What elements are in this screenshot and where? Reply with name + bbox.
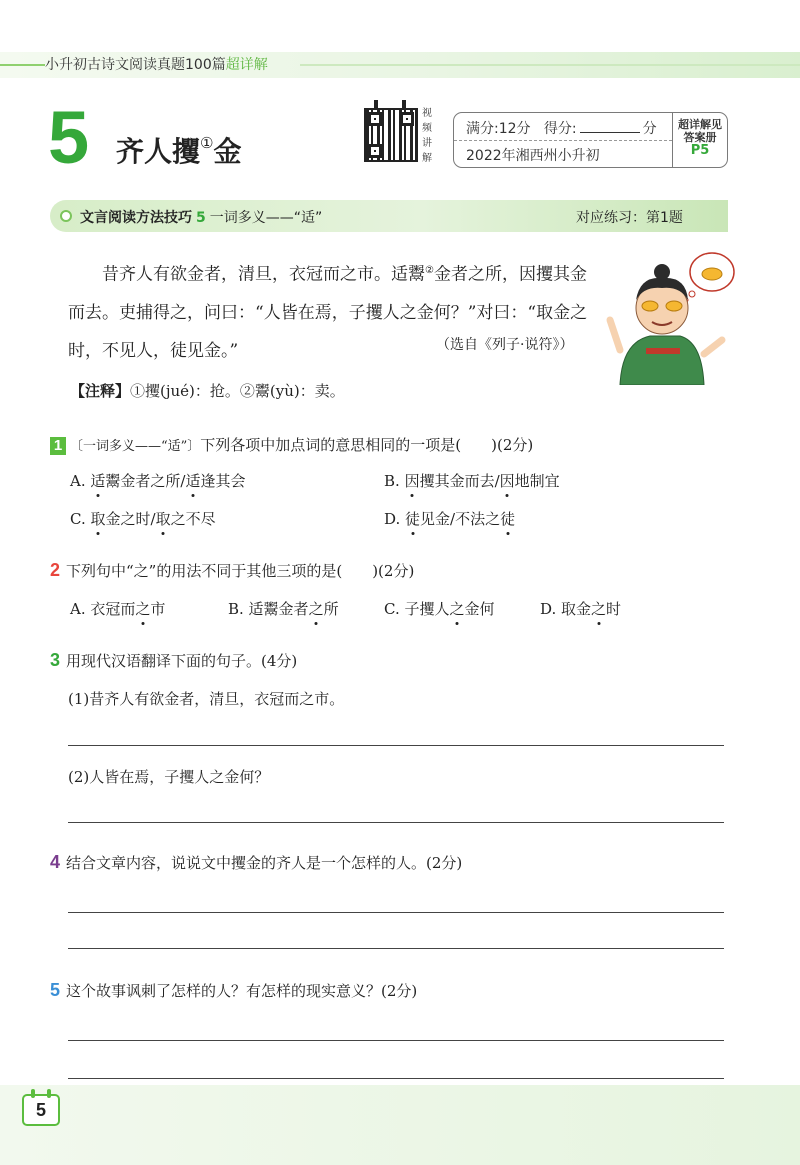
lesson-title: 齐人攫①金 [116, 134, 242, 168]
answer-reference: 超详解见 答案册 P5 [678, 118, 722, 158]
question-5-number: 5 [50, 980, 61, 1000]
question-2-number: 2 [50, 560, 61, 580]
header-rail-right [300, 64, 800, 66]
banner-title: 文言阅读方法技巧 5 一词多义——“适” [80, 210, 323, 226]
book-title: 小升初古诗文阅读真题100篇超详解 [45, 57, 268, 73]
classical-passage: 昔齐人有欲金者，清旦，衣冠而之市。适鬻②金者之所，因攫其金 而去。吏捕得之，问曰：“人皆在焉，子攫人之金何？”对曰：“取金之 时，不见人，徒见金。” [68, 264, 588, 361]
footer-band [0, 1085, 800, 1165]
banner-dot-icon [60, 210, 72, 222]
question-2-option-b[interactable]: B. 适鬻金者之所 [228, 600, 339, 618]
banner-practice-ref: 对应练习：第1题 [576, 210, 683, 226]
exam-source: 2022年湘西州小升初 [466, 148, 600, 164]
question-1-option-a[interactable]: A. 适鬻金者之所/适逢其会 [70, 472, 246, 490]
qr-label: 视频讲解 [422, 108, 432, 164]
answer-line[interactable] [68, 1078, 724, 1079]
question-5-stem: 5 这个故事讽刺了怎样的人？有怎样的现实意义？(2分) [50, 980, 418, 1000]
passage-source: （选自《列子·说符》） [436, 337, 574, 353]
answer-line[interactable] [68, 912, 724, 913]
qr-code-icon[interactable] [364, 100, 420, 166]
answer-line[interactable] [68, 822, 724, 823]
question-1-option-d[interactable]: D. 徒见金/不法之徒 [384, 510, 516, 528]
title-footnote-mark: ① [200, 134, 214, 152]
score-line: 满分:12分 得分: 分 [466, 121, 657, 137]
answer-line[interactable] [68, 948, 724, 949]
header-rail-left [0, 64, 45, 66]
score-blank[interactable] [580, 132, 640, 133]
question-1-option-b[interactable]: B. 因攫其金而去/因地制宜 [384, 472, 560, 490]
passage-notes: 【注释】①攫(jué)：抢。②鬻(yù)：卖。 [70, 382, 345, 400]
question-4-number: 4 [50, 852, 61, 872]
answer-line[interactable] [68, 1040, 724, 1041]
book-title-highlight: 超详解 [225, 57, 268, 73]
lesson-number: 5 [48, 96, 90, 179]
question-2-stem: 2 下列句中“之”的用法不同于其他三项的是( )(2分) [50, 560, 415, 580]
question-3-number: 3 [50, 650, 61, 670]
question-1-option-c[interactable]: C. 取金之时/取之不尽 [70, 510, 216, 528]
question-1-stem: 1 〔一词多义——“适”〕下列各项中加点词的意思相同的一项是( )(2分) [50, 434, 533, 455]
question-4-stem: 4 结合文章内容，说说文中攫金的齐人是一个怎样的人。(2分) [50, 852, 463, 872]
scholar-illustration [600, 250, 735, 385]
answer-line[interactable] [68, 745, 724, 746]
question-3-sentence-1: (1)昔齐人有欲金者，清旦，衣冠而之市。 [68, 690, 345, 708]
question-3-sentence-2: (2)人皆在焉，子攫人之金何？ [68, 768, 270, 786]
question-2-option-c[interactable]: C. 子攫人之金何 [384, 600, 495, 618]
page-number: 5 [22, 1094, 60, 1126]
question-3-stem: 3 用现代汉语翻译下面的句子。(4分) [50, 650, 298, 670]
question-2-option-a[interactable]: A. 衣冠而之市 [70, 600, 166, 618]
question-2-option-d[interactable]: D. 取金之时 [540, 600, 622, 618]
question-1-number: 1 [50, 437, 66, 455]
